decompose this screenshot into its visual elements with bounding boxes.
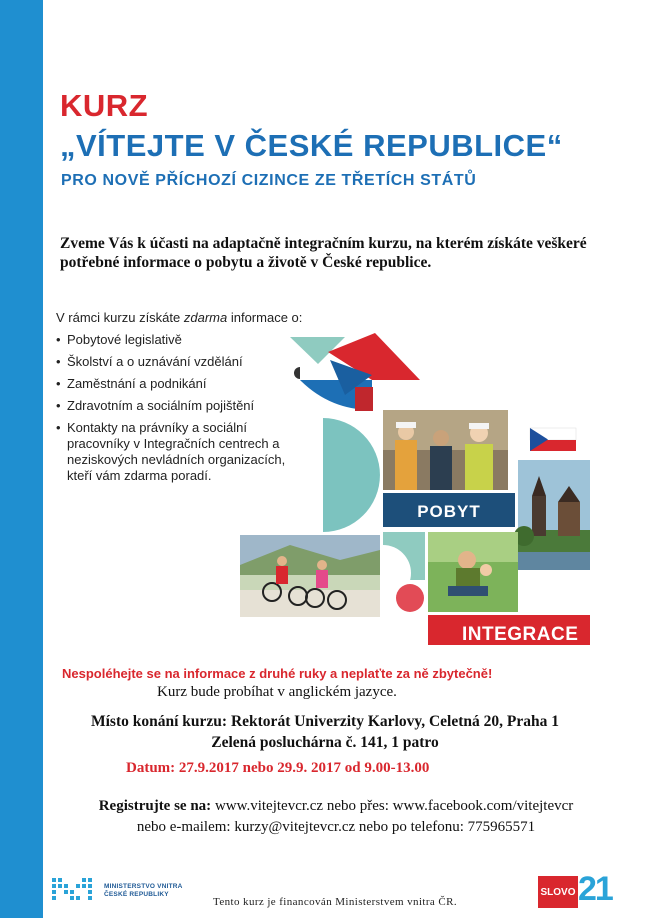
register-links: www.vitejtevcr.cz nebo přes: www.facebook.com/vitejtevcr <box>211 798 574 814</box>
register-line-1 <box>76 796 596 817</box>
ministry-name-line-2: ČESKÉ REPUBLIKY <box>104 891 169 898</box>
financing-note: Tento kurz je financován Ministerstvem vnitra ČR. <box>213 896 457 908</box>
ministry-name-line-1: MINISTERSTVO VNITRA <box>104 883 183 890</box>
czech-flag-tile <box>520 410 590 456</box>
collage-dark-halfcircle <box>294 367 300 379</box>
registration-info <box>76 796 596 838</box>
list-item: • Školství a o uznávání vzdělání <box>56 354 296 370</box>
intro-line-1: Zveme Vás k účasti na adaptačně integračním kurzu, na kterém získáte veškeré <box>60 235 587 252</box>
prague-photo <box>514 460 590 570</box>
slovo21-logo-number: 21 <box>578 870 612 908</box>
ministry-logo-text <box>104 883 183 899</box>
intro-line-2: potřebné informace o pobytu a životě v České republice. <box>60 254 432 271</box>
list-item: • Pobytové legislativě <box>56 332 296 348</box>
slovo21-logo-badge: SLOVO <box>538 876 578 908</box>
page-subtitle: PRO NOVĚ PŘÍCHOZÍ CIZINCE ZE TŘETÍCH STÁTŮ <box>61 172 477 189</box>
family-photo <box>428 532 518 612</box>
topics-lead-before: V rámci kurzu získáte <box>56 310 184 325</box>
cyclists-photo <box>240 535 380 617</box>
register-label: Registrujte se na: <box>98 798 212 814</box>
venue-line-2: Zelená posluchárna č. 141, 1 patro <box>211 734 439 751</box>
integrace-label: INTEGRACE <box>462 624 579 645</box>
workers-photo <box>383 410 508 490</box>
heading-kurz: KURZ <box>60 88 149 123</box>
venue-info <box>60 711 590 753</box>
collage-red-circle <box>396 584 424 612</box>
venue-line-1: Místo konání kurzu: Rektorát Univerzity Karlovy, Celetná 20, Praha 1 <box>91 713 559 730</box>
language-note: Kurz bude probíhat v anglickém jazyce. <box>157 684 397 700</box>
page-title: „VÍTEJTE V ČESKÉ REPUBLICE“ <box>60 128 563 163</box>
pobyt-label: POBYT <box>417 502 481 521</box>
topics-lead-after: informace o: <box>227 310 303 325</box>
collage-red-block <box>355 387 373 411</box>
register-line-2: nebo e-mailem: kurzy@vitejtevcr.cz nebo po telefonu: 775965571 <box>136 819 536 835</box>
list-item: • Kontakty na právníky a sociální pracovníky v Integračních centrech a neziskových nevládních organizacích, kteří vám zdarma poradí. <box>56 420 296 484</box>
course-date: Datum: 27.9.2017 nebo 29.9. 2017 od 9.00-13.00 <box>126 760 430 776</box>
topics-lead-emphasis: zdarma <box>183 310 228 325</box>
list-item: • Zdravotním a sociálním pojištění <box>56 398 296 414</box>
list-item: • Zaměstnání a podnikání <box>56 376 296 392</box>
warning-text: Nespoléhejte se na informace z druhé ruky a neplaťte za ně zbytečně! <box>62 666 493 681</box>
